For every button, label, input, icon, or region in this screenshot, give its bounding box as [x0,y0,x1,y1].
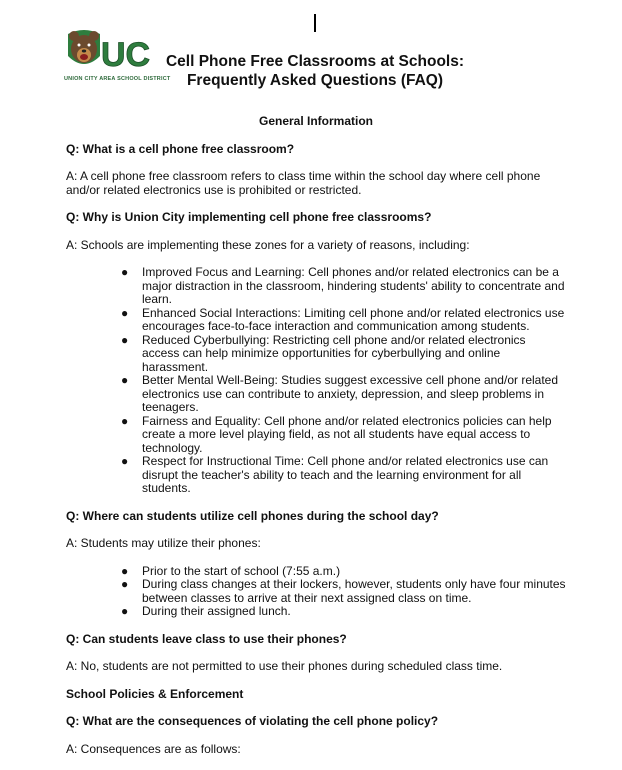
list-item: ● Reduced Cyberbullying: Restricting cell phone and/or related electronics access can help minimize opportunities for cyberbullying and online harassment. [121,332,526,374]
bullet-icon: ● [121,413,129,428]
answer-2: A: Schools are implementing these zones for a variety of reasons, including: [66,237,470,252]
list-item: ● Fairness and Equality: Cell phone and/or related electronics policies can help create a more level playing field, as not all students have equal access to technology. [121,413,552,455]
bullet-icon: ● [121,577,129,591]
answer-3: A: Students may utilize their phones: [66,536,261,550]
section-heading-policies: School Policies & Enforcement [66,686,244,701]
question-5: Q: What are the consequences of violating the cell phone policy? [66,714,439,728]
bullet-icon: ● [121,373,129,387]
reasons-list [66,266,566,496]
document-body [66,115,566,770]
list-item: ● Enhanced Social Interactions: Limiting cell phone and/or related electronics use encourages face-to-face interaction and communication among students. [121,305,565,333]
bullet-icon: ● [121,563,129,578]
list-item: ● Prior to the start of school (7:55 a.m.) [121,563,341,578]
list-item: ● Respect for Instructional Time: Cell phone and/or related electronics use can disrupt the teacher's ability to teach and the learning environment for all students. [121,454,549,495]
bullet-icon: ● [121,454,129,468]
logo-letters: UC [101,36,151,74]
answer-5: A: Consequences are as follows: [66,741,241,756]
title-line-2: Frequently Asked Questions (FAQ) [186,72,444,89]
section-heading-general: General Information [258,114,374,128]
usage-times-list [66,565,566,619]
answer-4: A: No, students are not permitted to use their phones during scheduled class time. [66,659,503,673]
bullet-icon: ● [121,332,129,347]
logo-caption: UNION CITY AREA SCHOOL DISTRICT [64,76,171,82]
question-3: Q: Where can students utilize cell phones during the school day? [66,508,439,523]
page-title [150,52,480,90]
question-4: Q: Can students leave class to use their phones? [66,631,347,646]
title-line-1: Cell Phone Free Classrooms at Schools: [165,53,465,70]
question-1: Q: What is a cell phone free classroom? [66,141,295,156]
text-cursor [314,14,316,32]
bear-uc-logo-icon [64,26,156,76]
list-item: ● During their assigned lunch. [121,604,291,618]
bullet-icon: ● [121,305,129,320]
bullet-icon: ● [121,604,129,618]
question-2: Q: Why is Union City implementing cell phone free classrooms? [66,210,432,224]
list-item: ● Improved Focus and Learning: Cell phones and/or related electronics can be a major distraction in the classroom, hindering students' ability to concentrate and learn. [121,265,565,306]
school-logo [64,26,171,88]
list-item: ● During class changes at their lockers, however, students only have four minutes between classes to arrive at their next assigned class on time. [121,577,566,605]
list-item: ● Better Mental Well-Being: Studies suggest excessive cell phone and/or related electronics use can contribute to anxiety, depression, and sleep problems in teenagers. [121,373,559,414]
bullet-icon: ● [121,265,129,279]
answer-1: A: A cell phone free classroom refers to class time within the school day where cell phone and/or related electronics use is prohibited or restricted. [66,169,541,197]
